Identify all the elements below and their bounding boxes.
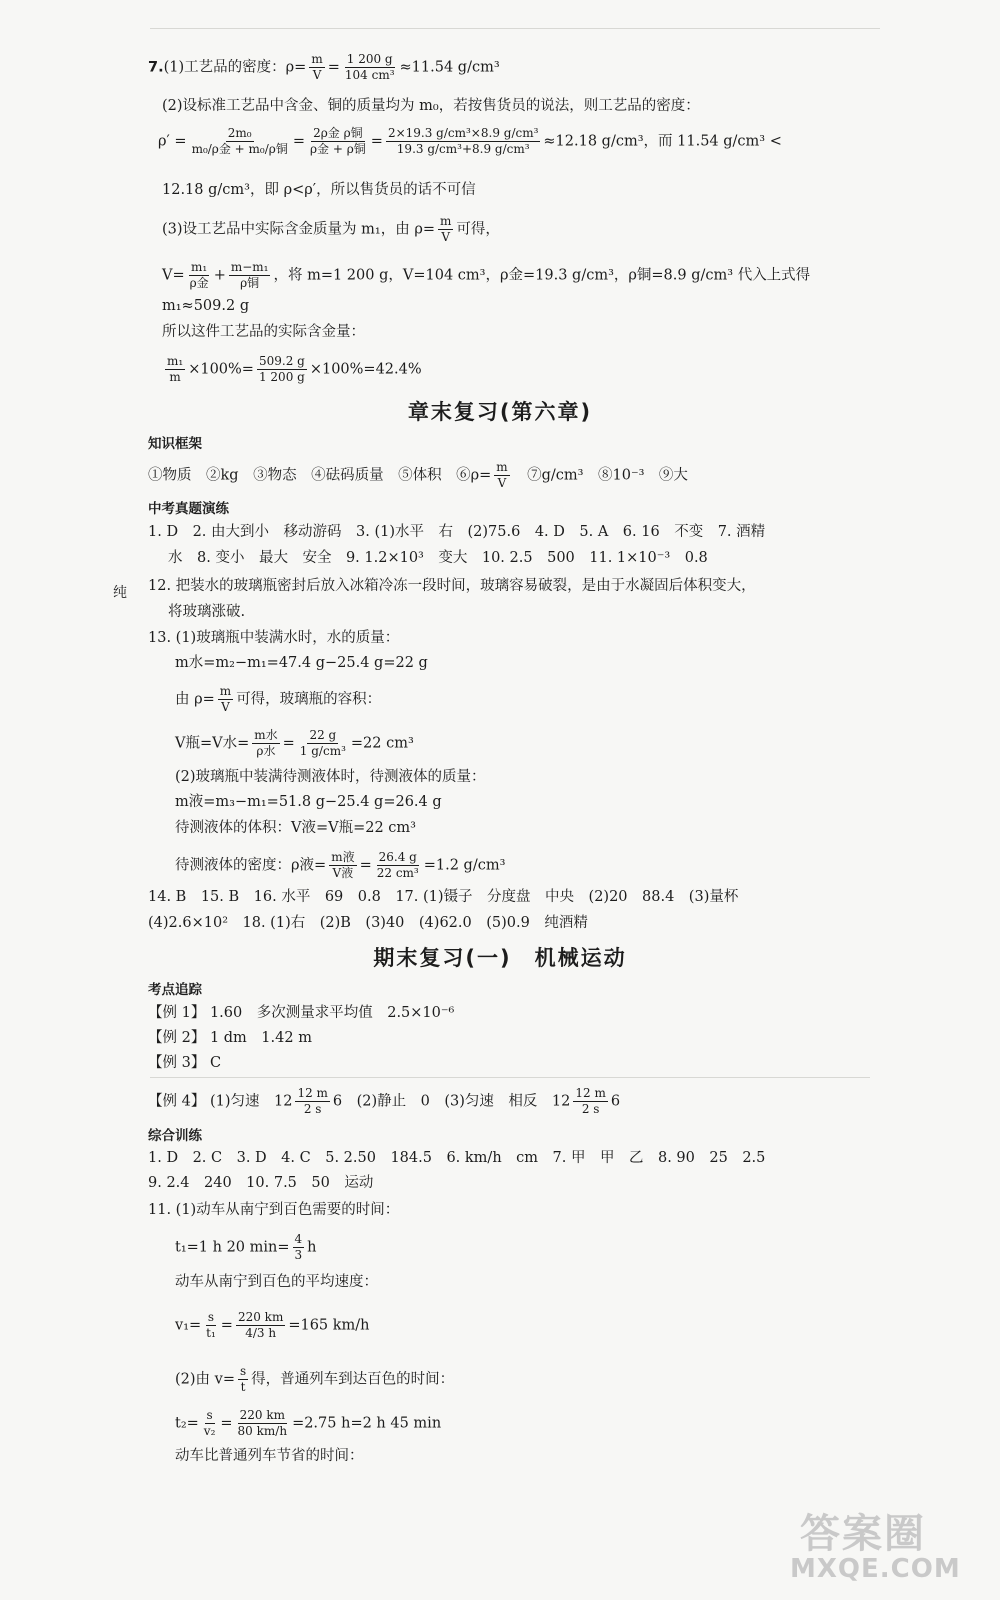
fraction: $\frac{\text{m−m₁}}{\text{ρ铜}}$ — [230, 260, 269, 290]
fraction: $\frac{m}{V}$ — [440, 214, 452, 244]
fraction: $\frac{\text{2ρ金 ρ铜}}{\text{ρ金 + ρ铜}}$ — [310, 126, 366, 156]
top-rule — [150, 28, 880, 29]
exam-answers-line3: 12. 把装水的玻璃瓶密封后放入冰箱冷冻一段时间，玻璃容易破裂，是由于水凝固后体积变大， — [148, 578, 756, 594]
fraction: $\frac{s}{\text{v₂}}$ — [203, 1408, 216, 1438]
q7-part3-percentage: $\frac{\text{m₁}}{m}$ ×100%= $\frac{509.2 g}{1 200 g}$ ×100%=42.4% — [167, 354, 422, 384]
q13-liquid-volume: 待测液体的体积：V液=V瓶=22 cm³ — [175, 820, 416, 836]
fraction: $\frac{\text{2×19.3 g/cm³×8.9 g/cm³}}{\text{19.3 g/cm³+8.9 g/cm³}}$ — [387, 126, 539, 156]
q7-part2-conclusion: 12.18 g/cm³，即 ρ<ρ′，所以售货员的话不可信 — [162, 182, 476, 198]
heading-comprehensive-training: 综合训练 — [148, 1128, 202, 1144]
q13-bottle-volume: V瓶=V水= $\frac{\text{m水}}{\text{ρ水}}$ = $\frac{22 g}{\text{1 g/cm³}}$ =22 cm³ — [175, 728, 414, 758]
fraction: $\frac{4}{3}$ — [294, 1232, 303, 1262]
fraction: $\frac{1 200 g}{\text{104 cm³}}$ — [344, 52, 395, 82]
example-1: 【例 1】 1.60 多次测量求平均值 2.5×10⁻⁶ — [148, 1005, 455, 1021]
q7-part1: 7.(1)工艺品的密度：ρ= $\frac{m}{V}$ = $\frac{1 200 g}{\text{104 cm³}}$ ≈11.54 g/cm³ — [148, 52, 500, 82]
q11-speed: v₁= $\frac{s}{\text{t₁}}$ = $\frac{220 km}{4/3 h}$ =165 km/h — [175, 1310, 370, 1340]
q7-part2-formula: ρ′ = $\frac{\text{2m₀}}{\text{m₀/ρ金 + m₀/ρ铜}}$ = $\frac{\text{2ρ金 ρ铜}}{\text{ρ金 + ρ铜}}$ = $\frac{\text{2×19.3 g/cm³×8.9 g/cm³}}{\text{19.3 g/cm³+8.9 g/cm³}}$ ≈12.18 g/cm³，而 11.54 g/cm³ < — [158, 126, 782, 156]
q7-part3-intro: (3)设工艺品中实际含金质量为 m₁，由 ρ= $\frac{m}{V}$ 可得， — [162, 214, 500, 244]
fraction: $\frac{12 m}{2 s}$ — [297, 1086, 328, 1116]
fraction: $\frac{22 g}{\text{1 g/cm³}}$ — [299, 728, 346, 758]
q11-saved-time: 动车比普通列车节省的时间： — [175, 1448, 364, 1464]
exam-answers-line1: 1. D 2. 由大到小 移动游码 3. (1)水平 右 (2)75.6 4. D 5. A 6. 16 不变 7. 酒精 — [148, 524, 766, 540]
fraction: $\frac{220 km}{80 km/h}$ — [237, 1408, 288, 1438]
q7-part2-intro: (2)设标准工艺品中含金、铜的质量均为 m₀，若按售货员的说法，则工艺品的密度： — [162, 98, 700, 114]
heading-knowledge-framework: 知识框架 — [148, 436, 202, 452]
q7-part3-volume: V= $\frac{\text{m₁}}{\text{ρ金}}$ + $\frac{\text{m−m₁}}{\text{ρ铜}}$ ，将 m=1 200 g，V=104 cm³，ρ金=19.3 g/cm³，ρ铜=8.9 g/cm³ 代入上式得 — [162, 260, 811, 290]
fraction: $\frac{m}{V}$ — [496, 460, 508, 490]
fraction: $\frac{s}{\text{t₁}}$ — [206, 1310, 216, 1340]
q11-speed-label: 动车从南宁到百色的平均速度： — [175, 1274, 378, 1290]
q13-liquid-mass: m液=m₃−m₁=51.8 g−25.4 g=26.4 g — [175, 794, 442, 810]
q11-part2: (2)由 v= $\frac{s}{t}$ 得，普通列车到达百色的时间： — [175, 1364, 455, 1394]
example-2: 【例 2】 1 dm 1.42 m — [148, 1030, 312, 1046]
q13-part2: (2)玻璃瓶中装满待测液体时，待测液体的质量： — [175, 769, 486, 785]
margin-character: 纯 — [113, 585, 127, 601]
fraction: $\frac{12 m}{2 s}$ — [575, 1086, 606, 1116]
exam-answers-line4: 将玻璃涨破. — [168, 604, 246, 620]
q7-part3-summary: 所以这件工艺品的实际含金量： — [162, 324, 365, 340]
example-4: 【例 4】 (1)匀速 12 $\frac{12 m}{2 s}$ 6 (2)静止 0 (3)匀速 相反 12 $\frac{12 m}{2 s}$ 6 — [148, 1086, 621, 1116]
fraction: $\frac{\text{m₁}}{\text{ρ金}}$ — [189, 260, 209, 290]
exam-answers-line15: (4)2.6×10² 18. (1)右 (2)B (3)40 (4)62.0 (5)0.9 纯酒精 — [148, 915, 588, 931]
fraction: $\frac{509.2 g}{1 200 g}$ — [258, 354, 305, 384]
fraction: $\frac{\text{m液}}{\text{V液}}$ — [331, 850, 355, 880]
training-answers-line2: 9. 2.4 240 10. 7.5 50 运动 — [148, 1175, 374, 1191]
section-title-final-review: 期末复习(一) 机械运动 — [373, 946, 627, 970]
fraction: $\frac{\text{2m₀}}{\text{m₀/ρ金 + m₀/ρ铜}}$ — [191, 126, 288, 156]
exam-answers-line2: 水 8. 变小 最大 安全 9. 1.2×10³ 变大 10. 2.5 500 11. 1×10⁻³ 0.8 — [168, 550, 708, 566]
heading-key-points: 考点追踪 — [148, 982, 202, 998]
exam-answers-line14: 14. B 15. B 16. 水平 69 0.8 17. (1)镊子 分度盘 中央 (2)20 88.4 (3)量杯 — [148, 889, 739, 905]
fraction: $\frac{\text{m水}}{\text{ρ水}}$ — [254, 728, 278, 758]
q11-part1: 11. (1)动车从南宁到百色需要的时间： — [148, 1202, 400, 1218]
fraction: $\frac{220 km}{4/3 h}$ — [237, 1310, 284, 1340]
knowledge-framework-answers: ①物质 ②kg ③物态 ④砝码质量 ⑤体积 ⑥ρ= $\frac{m}{V}$ ⑦g/cm³ ⑧10⁻³ ⑨大 — [148, 460, 688, 490]
q7-part3-m1: m₁≈509.2 g — [162, 298, 250, 314]
q13-density-formula: 由 ρ= $\frac{m}{V}$ 可得，玻璃瓶的容积： — [175, 684, 382, 714]
example-3: 【例 3】 C — [148, 1055, 222, 1071]
divider-rule — [150, 1077, 870, 1078]
heading-exam-practice: 中考真题演练 — [148, 501, 229, 517]
q13-part1: 13. (1)玻璃瓶中装满水时，水的质量： — [148, 630, 400, 646]
watermark-logo: 答案圈 MXQE.COM — [790, 1511, 961, 1584]
fraction: $\frac{26.4 g}{\text{22 cm³}}$ — [376, 850, 419, 880]
fraction: $\frac{m}{V}$ — [311, 52, 323, 82]
training-answers-line1: 1. D 2. C 3. D 4. C 5. 2.50 184.5 6. km/h cm 7. 甲 甲 乙 8. 90 25 2.5 — [148, 1150, 766, 1166]
q11-time: t₁=1 h 20 min= $\frac{4}{3}$ h — [175, 1232, 317, 1262]
q13-water-mass: m水=m₂−m₁=47.4 g−25.4 g=22 g — [175, 655, 428, 671]
section-title-chapter6: 章末复习(第六章) — [407, 400, 593, 424]
q13-liquid-density: 待测液体的密度：ρ液= $\frac{\text{m液}}{\text{V液}}$ = $\frac{26.4 g}{\text{22 cm³}}$ =1.2 g/cm³ — [175, 850, 506, 880]
q11-train-time: t₂= $\frac{s}{\text{v₂}}$ = $\frac{220 km}{80 km/h}$ =2.75 h=2 h 45 min — [175, 1408, 442, 1438]
fraction: $\frac{\text{m₁}}{m}$ — [167, 354, 184, 384]
fraction: $\frac{m}{V}$ — [219, 684, 232, 714]
fraction: $\frac{s}{t}$ — [240, 1364, 247, 1394]
